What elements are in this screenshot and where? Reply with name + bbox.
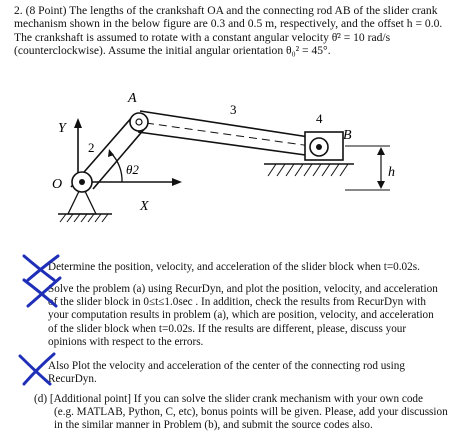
- part-b-line: opinions with respect to the errors.: [48, 335, 204, 348]
- ground-hatch-o: [60, 214, 108, 222]
- link-3-label: 3: [230, 102, 237, 117]
- part-d-line-0: [34, 393, 466, 406]
- part-b: [48, 283, 466, 349]
- problem-statement: [14, 4, 462, 58]
- part-d-line: in the similar manner in Problem (b), and submit the source codes also.: [54, 419, 373, 432]
- part-b-line: Solve the problem (a) using RecurDyn, and plot the position, velocity, and acceleration: [48, 283, 438, 295]
- h-label: h: [388, 165, 395, 180]
- strike-mark-b: [18, 276, 68, 308]
- slider-crank-figure: [0, 86, 474, 246]
- joint-o-label: O: [52, 177, 63, 192]
- y-axis-arrow: [74, 118, 82, 128]
- part-b-line: your computation results in problem (a), which are position, velocity, and acceleration: [48, 309, 434, 322]
- part-a-line: Determine the position, velocity, and acceleration of the slider block when t=0.02s.: [48, 261, 420, 273]
- x-axis-label: X: [140, 199, 149, 214]
- x-axis-arrow: [172, 178, 182, 186]
- y-axis-label: Y: [58, 121, 66, 136]
- part-d-text: [Additional point] If you can solve the slider crank mechanism with your own code: [49, 393, 423, 405]
- part-b-line: of the slider block in 0≤t≤1.0sec . In addition, check the results from RecurDyn with: [48, 296, 426, 309]
- problem-line: The crankshaft is assumed to rotate with a constant angular velocity θ̇² = 10 rad/s: [14, 30, 391, 44]
- part-c-line: RecurDyn.: [48, 373, 97, 386]
- joint-a-label: A: [128, 91, 137, 106]
- strike-mark-c: [16, 352, 60, 386]
- problem-line: (counterclockwise). Assume the initial angular orientation θ₀² = 45°.: [14, 44, 331, 58]
- part-a: [48, 261, 468, 274]
- part-c-line: Also Plot the velocity and acceleration of the center of the connecting rod using: [48, 360, 405, 372]
- part-c: [48, 360, 466, 386]
- slider-ground-hatch: [268, 164, 348, 176]
- part-d: [34, 393, 466, 433]
- part-d-label: (d): [34, 393, 48, 405]
- mechanism-diagram: [0, 86, 474, 246]
- link-2-label: 2: [88, 140, 95, 155]
- part-d-line: (e.g. MATLAB, Python, C, etc), bonus points will be given. Please, add your discussion: [54, 406, 448, 419]
- theta-label: θ2: [126, 162, 139, 177]
- problem-line: mechanism shown in the below figure are 0.3 and 0.5 m, respectively, and the offset h = 0.0.: [14, 17, 443, 31]
- problem-line: 2. (8 Point) The lengths of the crankshaft OA and the connecting rod AB of the slider crank: [14, 4, 438, 17]
- link-4-label: 4: [316, 111, 323, 126]
- joint-b-label: B: [343, 128, 352, 143]
- part-b-line: of the slider block when t=0.02s. If the results are different, please, discuss your: [48, 322, 407, 335]
- connecting-rod: [138, 111, 322, 157]
